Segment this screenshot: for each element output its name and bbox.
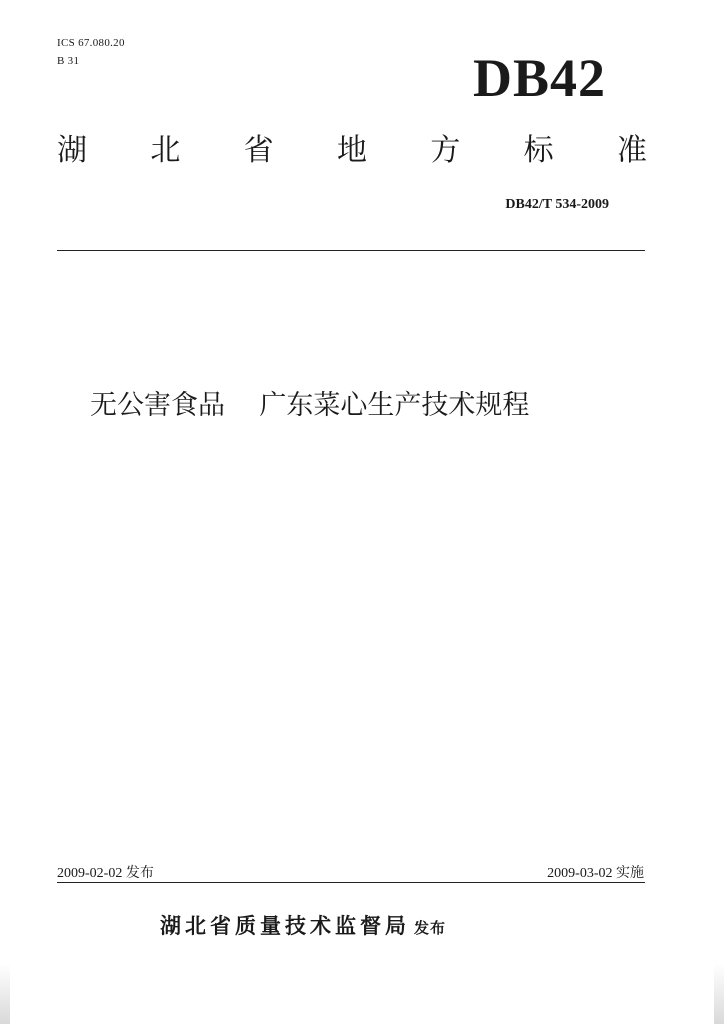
standard-number: DB42/T 534-2009 <box>505 197 609 212</box>
publish-date: 2009-02-02 发布 <box>57 866 154 881</box>
ics-code: ICS 67.080.20 <box>57 37 125 49</box>
standard-type-char: 地 <box>336 133 367 168</box>
ccs-code: B 31 <box>57 55 80 67</box>
standard-type-heading <box>57 131 647 171</box>
issuer-name: 湖北省质量技术监督局 <box>160 914 410 938</box>
standard-type-char: 北 <box>150 133 181 168</box>
document-title: 无公害食品 广东菜心生产技术规程 <box>90 390 530 421</box>
scan-edge-shadow <box>714 964 724 1024</box>
standard-type-char: 湖 <box>57 133 87 168</box>
db-mark: DB42 <box>472 48 606 108</box>
standard-type-char: 方 <box>430 133 461 168</box>
standard-type-char: 准 <box>616 133 647 168</box>
classification-codes <box>57 34 125 70</box>
issuer-line <box>160 910 446 940</box>
footer-divider <box>57 882 645 883</box>
issuer-suffix: 发布 <box>414 919 447 937</box>
standard-type-char: 标 <box>523 133 554 168</box>
standard-type-char: 省 <box>243 133 274 168</box>
scan-edge-shadow <box>0 964 10 1024</box>
header-divider <box>57 250 645 251</box>
implement-date: 2009-03-02 实施 <box>547 866 644 881</box>
